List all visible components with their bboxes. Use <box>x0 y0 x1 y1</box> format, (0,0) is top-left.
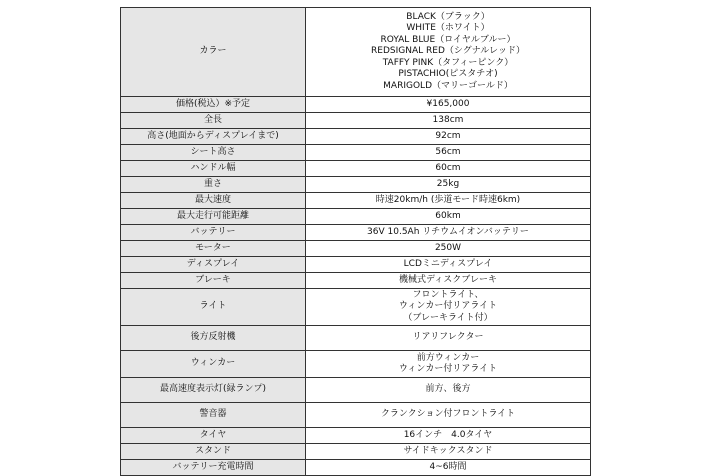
color-option: TAFFY PINK（タフィーピンク） <box>382 57 514 68</box>
row-value-winker <box>306 351 591 378</box>
row-label-price: 価格(税込）※予定 <box>121 97 306 113</box>
table-row <box>121 177 591 193</box>
table-row <box>121 403 591 428</box>
row-label-battery: バッテリー <box>121 225 306 241</box>
table-row <box>121 378 591 403</box>
table-row <box>121 460 591 476</box>
color-option: REDSIGNAL RED（シグナルレッド） <box>371 46 525 57</box>
row-value-display: LCDミニディスプレイ <box>306 257 591 273</box>
table-row <box>121 326 591 351</box>
row-label-max-speed: 最大速度 <box>121 193 306 209</box>
winker-spec-line: 前方ウィンカー <box>416 352 480 363</box>
row-label-display: ディスプレイ <box>121 257 306 273</box>
row-value-color <box>306 8 591 97</box>
row-value-horn: クランクション付フロントライト <box>306 403 591 428</box>
table-row <box>121 8 591 97</box>
row-label-handle-width: ハンドル幅 <box>121 161 306 177</box>
row-value-tire: 16インチ 4.0タイヤ <box>306 428 591 444</box>
row-value-handle-width: 60cm <box>306 161 591 177</box>
table-row <box>121 161 591 177</box>
row-value-height: 92cm <box>306 129 591 145</box>
row-value-charge-time: 4~6時間 <box>306 460 591 476</box>
color-option: ROYAL BLUE（ロイヤルブルー） <box>380 34 516 45</box>
row-label-height: 高さ(地面からディスプレイまで) <box>121 129 306 145</box>
table-row <box>121 113 591 129</box>
row-value-length: 138cm <box>306 113 591 129</box>
table-row <box>121 129 591 145</box>
row-label-light: ライト <box>121 289 306 326</box>
row-label-seat-height: シート高さ <box>121 145 306 161</box>
row-label-speed-lamp: 最高速度表示灯(緑ランプ) <box>121 378 306 403</box>
light-spec-line: ウィンカー付リアライト <box>398 301 498 312</box>
color-option: PISTACHIO(ピスタチオ) <box>398 69 498 80</box>
spec-table <box>120 7 591 476</box>
row-label-winker: ウィンカー <box>121 351 306 378</box>
row-value-weight: 25kg <box>306 177 591 193</box>
row-value-seat-height: 56cm <box>306 145 591 161</box>
table-row <box>121 225 591 241</box>
table-row <box>121 145 591 161</box>
light-spec-line: フロントライト、 <box>412 289 484 300</box>
row-value-light <box>306 289 591 326</box>
table-row <box>121 209 591 225</box>
table-row <box>121 289 591 326</box>
row-value-motor: 250W <box>306 241 591 257</box>
row-label-color: カラー <box>121 8 306 97</box>
row-value-stand: サイドキックスタンド <box>306 444 591 460</box>
row-value-speed-lamp: 前方、後方 <box>306 378 591 403</box>
table-row <box>121 428 591 444</box>
color-option: BLACK（ブラック） <box>406 12 490 23</box>
row-label-rear-reflector: 後方反射機 <box>121 326 306 351</box>
row-value-battery: 36V 10.5Ah リチウムイオンバッテリー <box>306 225 591 241</box>
table-row <box>121 193 591 209</box>
row-value-max-range: 60km <box>306 209 591 225</box>
winker-spec-line: ウィンカー付リアライト <box>398 364 498 374</box>
row-value-max-speed: 時速20km/h (歩道モード時速6km) <box>306 193 591 209</box>
row-label-max-range: 最大走行可能距離 <box>121 209 306 225</box>
row-label-motor: モーター <box>121 241 306 257</box>
table-row <box>121 97 591 113</box>
color-option: WHITE（ホワイト） <box>406 23 490 34</box>
row-label-horn: 警音器 <box>121 403 306 428</box>
table-row <box>121 273 591 289</box>
light-spec-line: （ブレーキライト付） <box>403 312 493 323</box>
row-label-stand: スタンド <box>121 444 306 460</box>
row-value-price: ¥165,000 <box>306 97 591 113</box>
table-row <box>121 351 591 378</box>
table-row <box>121 241 591 257</box>
row-value-rear-reflector: リアリフレクター <box>306 326 591 351</box>
row-label-tire: タイヤ <box>121 428 306 444</box>
row-label-brake: ブレーキ <box>121 273 306 289</box>
row-label-weight: 重さ <box>121 177 306 193</box>
table-row <box>121 444 591 460</box>
color-option: MARIGOLD（マリーゴールド） <box>383 80 513 91</box>
row-label-charge-time: バッテリー充電時間 <box>121 460 306 476</box>
row-label-length: 全長 <box>121 113 306 129</box>
row-value-brake: 機械式ディスクブレーキ <box>306 273 591 289</box>
table-row <box>121 257 591 273</box>
